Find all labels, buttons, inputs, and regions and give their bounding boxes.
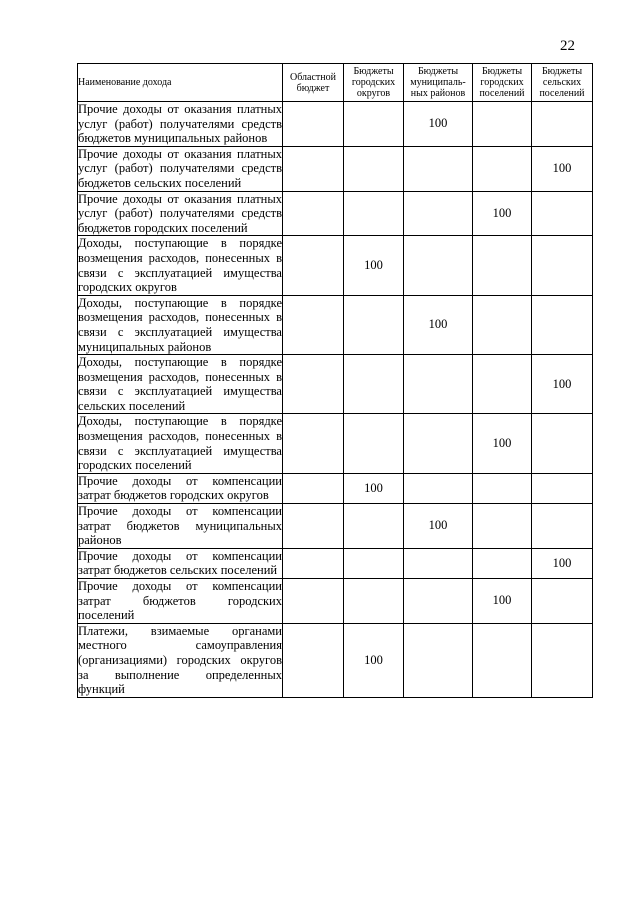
header-line: Бюджеты <box>481 66 523 77</box>
gorodskih-poseleniy-cell <box>473 355 532 414</box>
selskih-poseleniy-cell <box>532 295 593 354</box>
gorodskih-okrugov-cell <box>344 548 404 578</box>
gorodskih-okrugov-cell: 100 <box>344 473 404 503</box>
oblastnoy-cell <box>283 146 344 191</box>
revenue-name-cell: Прочие доходы от компенсации затрат бюджетов сельских поселений <box>78 548 282 578</box>
gorodskih-poseleniy-cell <box>473 473 532 503</box>
gorodskih-okrugov-cell <box>344 414 404 473</box>
gorodskih-okrugov-cell: 100 <box>344 236 404 295</box>
selskih-poseleniy-cell <box>532 623 593 697</box>
header-line: бюджет <box>296 82 330 94</box>
munitsipalnyh-rayonov-cell: 100 <box>404 504 473 549</box>
table-row <box>78 623 593 697</box>
munitsipalnyh-rayonov-cell: 100 <box>404 102 473 147</box>
table-row <box>78 504 593 549</box>
selskih-poseleniy-cell <box>532 504 593 549</box>
gorodskih-poseleniy-cell: 100 <box>473 579 532 624</box>
munitsipalnyh-rayonov-cell: 100 <box>404 295 473 354</box>
header-line: городских <box>480 77 524 88</box>
gorodskih-okrugov-cell <box>344 102 404 147</box>
munitsipalnyh-rayonov-cell <box>404 414 473 473</box>
table-row <box>78 579 593 624</box>
header-line: сельских <box>542 77 582 88</box>
table-row <box>78 102 593 147</box>
revenue-name-cell: Прочие доходы от оказания платных услуг (работ) получателями средств бюджетов городских поселений <box>78 191 282 235</box>
munitsipalnyh-rayonov-cell <box>404 191 473 236</box>
selskih-poseleniy-cell: 100 <box>532 548 593 578</box>
revenue-name-cell: Прочие доходы от оказания платных услуг (работ) получателями средств бюджетов муниципальных районов <box>78 102 282 146</box>
gorodskih-okrugov-cell <box>344 504 404 549</box>
header-line: поселений <box>479 88 525 99</box>
revenue-name-cell: Прочие доходы от компенсации затрат бюджетов муниципальных районов <box>78 504 282 548</box>
table-row <box>78 146 593 191</box>
header-line: муниципаль- <box>410 77 466 88</box>
header-line: Бюджеты <box>541 66 583 77</box>
gorodskih-poseleniy-cell <box>473 623 532 697</box>
gorodskih-okrugov-cell: 100 <box>344 623 404 697</box>
gorodskih-okrugov-cell <box>344 579 404 624</box>
oblastnoy-cell <box>283 191 344 236</box>
selskih-poseleniy-cell <box>532 414 593 473</box>
revenue-name-cell: Доходы, поступающие в порядке возмещения расходов, понесенных в связи с эксплуатацией имущества городских округов <box>78 236 282 295</box>
header-gorodskih-okrugov-budget <box>344 64 404 102</box>
gorodskih-poseleniy-cell <box>473 548 532 578</box>
table-row <box>78 548 593 578</box>
header-munitsipalnyh-rayonov-budget <box>404 64 473 102</box>
gorodskih-okrugov-cell <box>344 146 404 191</box>
revenue-name-cell: Доходы, поступающие в порядке возмещения расходов, понесенных в связи с эксплуатацией имущества городских поселений <box>78 414 282 473</box>
gorodskih-okrugov-cell <box>344 295 404 354</box>
selskih-poseleniy-cell: 100 <box>532 146 593 191</box>
munitsipalnyh-rayonov-cell <box>404 548 473 578</box>
revenue-name-cell: Доходы, поступающие в порядке возмещения расходов, понесенных в связи с эксплуатацией имущества муниципальных районов <box>78 295 282 354</box>
header-line: городских <box>351 77 396 88</box>
revenue-name-cell: Прочие доходы от компенсации затрат бюджетов городских поселений <box>78 579 282 623</box>
oblastnoy-cell <box>283 473 344 503</box>
gorodskih-poseleniy-cell <box>473 146 532 191</box>
gorodskih-poseleniy-cell <box>473 504 532 549</box>
oblastnoy-cell <box>283 548 344 578</box>
table-header-row <box>78 64 593 102</box>
oblastnoy-cell <box>283 579 344 624</box>
selskih-poseleniy-cell <box>532 191 593 236</box>
revenue-name-cell: Прочие доходы от оказания платных услуг (работ) получателями средств бюджетов сельских поселений <box>78 146 282 190</box>
table-row <box>78 473 593 503</box>
header-line: поселений <box>539 88 585 99</box>
oblastnoy-cell <box>283 295 344 354</box>
selskih-poseleniy-cell <box>532 102 593 147</box>
table-row <box>78 236 593 295</box>
oblastnoy-cell <box>283 504 344 549</box>
page-number: 22 <box>560 38 575 54</box>
header-selskih-poseleniy-budget <box>532 64 593 102</box>
header-line: Бюджеты <box>353 66 394 77</box>
gorodskih-poseleniy-cell <box>473 236 532 295</box>
header-line: ных районов <box>410 88 466 99</box>
munitsipalnyh-rayonov-cell <box>404 236 473 295</box>
revenue-name-cell: Платежи, взимаемые органами местного самоуправления (организациями) городских округов за выполнение определенных функций <box>78 623 282 697</box>
header-gorodskih-poseleniy-budget <box>473 64 532 102</box>
munitsipalnyh-rayonov-cell <box>404 579 473 624</box>
oblastnoy-cell <box>283 414 344 473</box>
table-row <box>78 355 593 414</box>
oblastnoy-cell <box>283 102 344 147</box>
selskih-poseleniy-cell: 100 <box>532 355 593 414</box>
header-oblastnoy-budget <box>283 64 344 102</box>
revenue-name-cell: Прочие доходы от компенсации затрат бюджетов городских округов <box>78 473 282 503</box>
oblastnoy-cell <box>283 355 344 414</box>
table-row <box>78 295 593 354</box>
table-row <box>78 191 593 236</box>
gorodskih-poseleniy-cell: 100 <box>473 414 532 473</box>
gorodskih-okrugov-cell <box>344 355 404 414</box>
munitsipalnyh-rayonov-cell <box>404 623 473 697</box>
selskih-poseleniy-cell <box>532 236 593 295</box>
gorodskih-poseleniy-cell: 100 <box>473 191 532 236</box>
header-revenue-name: Наименование дохода <box>78 64 283 102</box>
header-line: округов <box>356 88 391 99</box>
munitsipalnyh-rayonov-cell <box>404 355 473 414</box>
munitsipalnyh-rayonov-cell <box>404 146 473 191</box>
gorodskih-poseleniy-cell <box>473 102 532 147</box>
gorodskih-poseleniy-cell <box>473 295 532 354</box>
header-line: Бюджеты <box>417 66 459 77</box>
table-row <box>78 414 593 473</box>
selskih-poseleniy-cell <box>532 579 593 624</box>
revenue-distribution-table <box>77 63 593 698</box>
munitsipalnyh-rayonov-cell <box>404 473 473 503</box>
revenue-name-cell: Доходы, поступающие в порядке возмещения расходов, понесенных в связи с эксплуатацией имущества сельских поселений <box>78 355 282 413</box>
oblastnoy-cell <box>283 623 344 697</box>
header-line: Областной <box>289 71 336 83</box>
gorodskih-okrugov-cell <box>344 191 404 236</box>
oblastnoy-cell <box>283 236 344 295</box>
selskih-poseleniy-cell <box>532 473 593 503</box>
